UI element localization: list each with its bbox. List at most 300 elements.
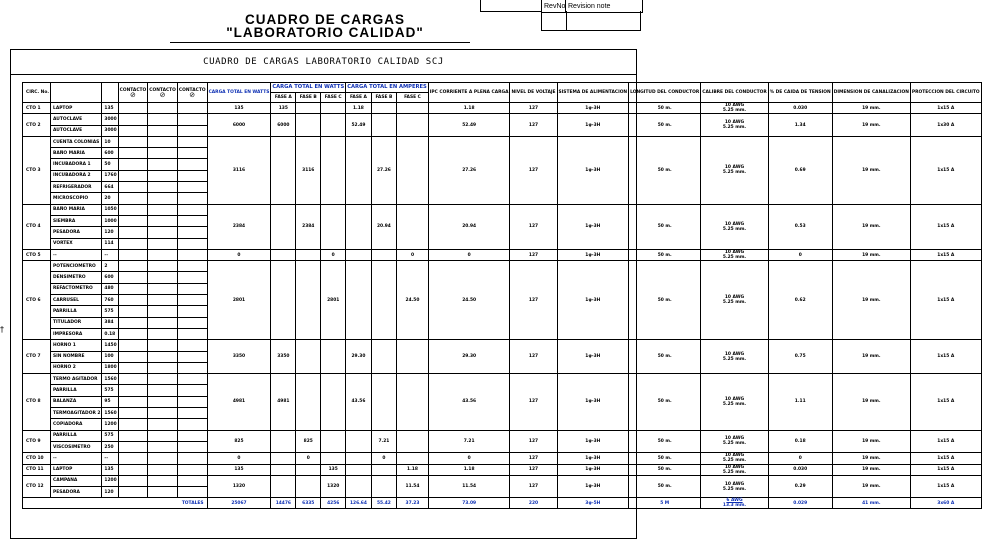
ipc-value: 7.21 [428, 430, 510, 453]
contacto-cell [148, 193, 178, 204]
calibre-awg: 10 AWG [724, 120, 745, 126]
contacto-cell [148, 148, 178, 159]
watts-fase-b [296, 103, 321, 114]
contacto-cell [148, 464, 178, 475]
amps-fase-c: 11.54 [397, 475, 429, 498]
contacto-cell [118, 148, 148, 159]
system-value: 1φ-3H [557, 374, 629, 430]
totals-calibre-awg: 6 AWG [726, 498, 743, 504]
circuit-total-watts: 135 [207, 464, 271, 475]
voltage-value: 127 [510, 475, 557, 498]
totals-length: 5 M [629, 498, 701, 509]
length-value: 50 m. [629, 453, 701, 464]
caida-value: 0.030 [768, 103, 832, 114]
totals-calibre [701, 498, 768, 509]
circuit-id: CTO 4 [23, 204, 51, 249]
caida-value: 0.18 [768, 430, 832, 453]
contacto-cell [118, 295, 148, 306]
header-contacto-label: CONTACTO [119, 87, 147, 93]
calibre-mm: 5.25 mm. [722, 108, 747, 114]
contacto-cell [148, 238, 178, 249]
load-watts: 135 [102, 103, 118, 114]
amps-fase-a: 52.49 [346, 114, 371, 137]
ipc-value: 43.56 [428, 374, 510, 430]
ipc-value: 11.54 [428, 475, 510, 498]
contacto-cell [177, 408, 207, 419]
contacto-cell [177, 464, 207, 475]
circuit-id: CTO 2 [23, 114, 51, 137]
header-proteccion: PROTECCION DEL CIRCUITO [910, 83, 981, 103]
protection-value: 1x15 A [910, 340, 981, 374]
title-underline [170, 42, 470, 43]
load-name: IMPRESORA [51, 328, 102, 339]
contacto-cell [177, 182, 207, 193]
calibre-mm: 5.25 mm. [722, 170, 747, 176]
calibre-awg: 10 AWG [724, 165, 745, 171]
contacto-cell [177, 193, 207, 204]
voltage-value: 127 [510, 261, 557, 340]
watts-fase-c [321, 204, 346, 249]
amps-fase-c: 0 [397, 249, 429, 260]
circuit-total-watts: 135 [207, 103, 271, 114]
calibre-mm: 5.25 mm. [722, 441, 747, 447]
calibre-value [701, 114, 768, 137]
table-title-divider [10, 74, 637, 75]
load-watts: 120 [102, 487, 118, 498]
calibre-awg: 10 AWG [724, 481, 745, 487]
contact-symbol-icon: ⊘ [159, 90, 166, 99]
load-watts: 664 [102, 182, 118, 193]
totals-row [23, 498, 982, 509]
contacto-cell [118, 340, 148, 351]
header-circ: CIRC. No. [23, 83, 51, 103]
totals-label: TOTALES [23, 498, 208, 509]
load-watts: 760 [102, 295, 118, 306]
calibre-value [701, 136, 768, 204]
load-name: HORNO 1 [51, 340, 102, 351]
calibre-mm: 5.25 mm. [722, 125, 747, 131]
circuit-total-watts: 0 [207, 453, 271, 464]
header-fase-a: FASE A [271, 93, 296, 103]
load-watts: 600 [102, 148, 118, 159]
watts-fase-c [321, 136, 346, 204]
length-value: 50 m. [629, 204, 701, 249]
length-value: 50 m. [629, 103, 701, 114]
contacto-cell [148, 249, 178, 260]
dimension-value: 19 mm. [832, 430, 910, 453]
load-watts: 114 [102, 238, 118, 249]
circuit-total-watts: 0 [207, 249, 271, 260]
amps-fase-a [346, 475, 371, 498]
amps-fase-a [346, 261, 371, 340]
watts-fase-a [271, 249, 296, 260]
calibre-value [701, 464, 768, 475]
load-name: CUENTA COLONIAS [51, 136, 102, 147]
header-caida: % DE CAIDA DE TENSION [768, 83, 832, 103]
protection-value: 1x15 A [910, 136, 981, 204]
caida-value: 1.34 [768, 114, 832, 137]
contacto-cell [148, 215, 178, 226]
amps-fase-b [371, 261, 396, 340]
load-watts: 600 [102, 272, 118, 283]
contacto-cell [148, 295, 178, 306]
sheet-title [160, 13, 490, 39]
revision-no-label: RevNo [542, 0, 566, 12]
load-watts: 120 [102, 227, 118, 238]
totals-calibre-mm: 13.3 mm. [722, 503, 747, 509]
header-amps-group: CARGA TOTAL EN AMPERES [346, 83, 429, 93]
calibre-value [701, 103, 768, 114]
load-watts: -- [102, 249, 118, 260]
load-name: VISCOSIMETRO [51, 441, 102, 452]
dimension-value: 19 mm. [832, 249, 910, 260]
amps-fase-c [397, 453, 429, 464]
totals-caida: 0.029 [768, 498, 832, 509]
load-watts: 135 [102, 464, 118, 475]
table-row [23, 261, 982, 272]
protection-value: 1x15 A [910, 475, 981, 498]
watts-fase-b [296, 261, 321, 340]
contacto-cell [177, 204, 207, 215]
contacto-cell [148, 261, 178, 272]
contacto-cell [148, 419, 178, 430]
amps-fase-a: 43.56 [346, 374, 371, 430]
totals-watts: 25067 [207, 498, 271, 509]
amps-fase-b: 27.26 [371, 136, 396, 204]
contacto-cell [148, 227, 178, 238]
contacto-cell [177, 430, 207, 441]
protection-value: 1x15 A [910, 261, 981, 340]
load-name: PESADORA [51, 487, 102, 498]
amps-fase-b [371, 103, 396, 114]
dimension-value: 19 mm. [832, 374, 910, 430]
contacto-cell [118, 419, 148, 430]
contacto-cell [118, 306, 148, 317]
watts-fase-a: 135 [271, 103, 296, 114]
amps-fase-b: 0 [371, 453, 396, 464]
load-watts: 1560 [102, 408, 118, 419]
load-name: TITULADOR [51, 317, 102, 328]
load-watts: 480 [102, 283, 118, 294]
circuit-total-watts: 3350 [207, 340, 271, 374]
watts-fase-c [321, 430, 346, 453]
watts-fase-c [321, 453, 346, 464]
header-fase-a: FASE A [346, 93, 371, 103]
contacto-cell [118, 182, 148, 193]
header-contacto [177, 83, 207, 103]
table-row [23, 453, 982, 464]
load-watts: 575 [102, 385, 118, 396]
contacto-cell [148, 283, 178, 294]
circuit-id: CTO 8 [23, 374, 51, 430]
contacto-cell [148, 475, 178, 486]
watts-fase-c: 2801 [321, 261, 346, 340]
contacto-cell [118, 159, 148, 170]
contacto-cell [118, 272, 148, 283]
load-watts: 1050 [102, 204, 118, 215]
load-watts: 1200 [102, 475, 118, 486]
caida-value: 0.69 [768, 136, 832, 204]
calibre-mm: 5.25 mm. [722, 356, 747, 362]
watts-fase-c [321, 103, 346, 114]
protection-value: 1x15 A [910, 430, 981, 453]
circuit-total-watts: 2801 [207, 261, 271, 340]
contacto-cell [118, 396, 148, 407]
calibre-value [701, 453, 768, 464]
amps-fase-c: 1.18 [397, 464, 429, 475]
calibre-mm: 5.25 mm. [722, 226, 747, 232]
amps-fase-b [371, 249, 396, 260]
length-value: 50 m. [629, 374, 701, 430]
calibre-awg: 10 AWG [724, 453, 745, 459]
contacto-cell [177, 170, 207, 181]
contacto-cell [148, 351, 178, 362]
watts-fase-b [296, 249, 321, 260]
dimension-value: 19 mm. [832, 103, 910, 114]
contacto-cell [118, 193, 148, 204]
contacto-cell [118, 351, 148, 362]
load-name: CAMPANA [51, 475, 102, 486]
totals-amps-c: 37.23 [397, 498, 429, 509]
amps-fase-b [371, 464, 396, 475]
contacto-cell [148, 396, 178, 407]
contacto-cell [177, 295, 207, 306]
contacto-cell [118, 385, 148, 396]
load-name: INCUBADORA 1 [51, 159, 102, 170]
header-longitud: LONGITUD DEL CONDUCTOR [629, 83, 701, 103]
calibre-awg: 10 AWG [724, 396, 745, 402]
contacto-cell [148, 408, 178, 419]
margin-mark: † [0, 325, 4, 334]
calibre-awg: 10 AWG [724, 221, 745, 227]
system-value: 1φ-3H [557, 103, 629, 114]
amps-fase-c [397, 136, 429, 204]
amps-fase-b [371, 114, 396, 137]
load-watts: 3000 [102, 114, 118, 125]
contacto-cell [148, 272, 178, 283]
contacto-cell [177, 227, 207, 238]
contacto-cell [177, 385, 207, 396]
load-watts: 100 [102, 351, 118, 362]
contacto-cell [148, 385, 178, 396]
load-name: REFRIGERADOR [51, 182, 102, 193]
contacto-cell [118, 136, 148, 147]
load-name: REFACTOMETRO [51, 283, 102, 294]
contacto-cell [118, 170, 148, 181]
contacto-cell [118, 125, 148, 136]
contacto-cell [148, 306, 178, 317]
load-name: PARRILLA [51, 430, 102, 441]
dimension-value: 19 mm. [832, 204, 910, 249]
length-value: 50 m. [629, 430, 701, 453]
contacto-cell [118, 249, 148, 260]
contacto-cell [177, 340, 207, 351]
calibre-mm: 5.25 mm. [722, 469, 747, 475]
sheet-title-line1: CUADRO DE CARGAS [244, 12, 405, 27]
contacto-cell [177, 328, 207, 339]
table-row [23, 430, 982, 441]
voltage-value: 127 [510, 464, 557, 475]
ipc-value: 0 [428, 453, 510, 464]
caida-value: 0 [768, 249, 832, 260]
contacto-cell [148, 103, 178, 114]
watts-fase-b [296, 464, 321, 475]
header-fase-b: FASE B [296, 93, 321, 103]
amps-fase-a [346, 204, 371, 249]
watts-fase-b [296, 114, 321, 137]
contacto-cell [148, 328, 178, 339]
totals-watts-a: 14476 [271, 498, 296, 509]
amps-fase-a [346, 249, 371, 260]
contacto-cell [177, 396, 207, 407]
calibre-mm: 5.25 mm. [722, 486, 747, 492]
length-value: 50 m. [629, 114, 701, 137]
circuit-id: CTO 1 [23, 103, 51, 114]
load-watts: 0.18 [102, 328, 118, 339]
watts-fase-b: 3116 [296, 136, 321, 204]
load-watts: 575 [102, 306, 118, 317]
load-watts: 1200 [102, 419, 118, 430]
totals-ipc: 73.09 [428, 498, 510, 509]
table-title: CUADRO DE CARGAS LABORATORIO CALIDAD SCJ [203, 57, 444, 67]
contacto-cell [177, 272, 207, 283]
load-name: BAÑO MARIA [51, 204, 102, 215]
amps-fase-c [397, 374, 429, 430]
header-nivel: NIVEL DE VOLTAJE [510, 83, 557, 103]
contacto-cell [118, 362, 148, 373]
protection-value: 1x15 A [910, 103, 981, 114]
watts-fase-a: 4981 [271, 374, 296, 430]
amps-fase-a [346, 430, 371, 453]
watts-fase-c [321, 114, 346, 137]
contacto-cell [118, 464, 148, 475]
table-row [23, 204, 982, 215]
caida-value: 0.75 [768, 340, 832, 374]
contacto-cell [148, 453, 178, 464]
watts-fase-a [271, 453, 296, 464]
circuit-total-watts: 4981 [207, 374, 271, 430]
load-watts: 575 [102, 430, 118, 441]
contacto-cell [177, 136, 207, 147]
calibre-awg: 10 AWG [724, 436, 745, 442]
load-watts: 1800 [102, 362, 118, 373]
dimension-value: 19 mm. [832, 464, 910, 475]
contacto-cell [177, 487, 207, 498]
ipc-value: 20.94 [428, 204, 510, 249]
ipc-value: 1.18 [428, 464, 510, 475]
header-dimension: DIMENSION DE CANALIZACION [832, 83, 910, 103]
watts-fase-c: 1320 [321, 475, 346, 498]
contacto-cell [148, 182, 178, 193]
load-watts: 50 [102, 159, 118, 170]
contacto-cell [177, 317, 207, 328]
contacto-cell [177, 103, 207, 114]
watts-fase-b: 2384 [296, 204, 321, 249]
system-value: 1φ-3H [557, 136, 629, 204]
ipc-value: 27.26 [428, 136, 510, 204]
contacto-cell [118, 475, 148, 486]
dimension-value: 19 mm. [832, 475, 910, 498]
load-name: PARRILLA [51, 385, 102, 396]
amps-fase-a [346, 136, 371, 204]
contacto-cell [177, 238, 207, 249]
caida-value: 0.29 [768, 475, 832, 498]
contacto-cell [177, 475, 207, 486]
calibre-value [701, 475, 768, 498]
load-watts: 250 [102, 441, 118, 452]
circuit-total-watts: 6000 [207, 114, 271, 137]
contacto-cell [148, 487, 178, 498]
ipc-value: 0 [428, 249, 510, 260]
load-name: MICROSCOPIO [51, 193, 102, 204]
circuit-id: CTO 9 [23, 430, 51, 453]
totals-voltage: 220 [510, 498, 557, 509]
watts-fase-b: 825 [296, 430, 321, 453]
calibre-value [701, 249, 768, 260]
watts-fase-a [271, 261, 296, 340]
table-row [23, 475, 982, 486]
calibre-awg: 10 AWG [724, 103, 745, 109]
load-name: BALANZA [51, 396, 102, 407]
load-name: AUTOCLAVE [51, 114, 102, 125]
voltage-value: 127 [510, 249, 557, 260]
amps-fase-a [346, 464, 371, 475]
totals-system: 3φ-5H [557, 498, 629, 509]
system-value: 1φ-3H [557, 453, 629, 464]
header-watts-group: CARGA TOTAL EN WATTS [271, 83, 346, 93]
ipc-value: 29.30 [428, 340, 510, 374]
load-watts: 20 [102, 193, 118, 204]
length-value: 50 m. [629, 261, 701, 340]
system-value: 1φ-3H [557, 261, 629, 340]
watts-fase-a [271, 430, 296, 453]
calibre-awg: 10 AWG [724, 295, 745, 301]
header-sistema: SISTEMA DE ALIMENTACION [557, 83, 629, 103]
load-name: -- [51, 249, 102, 260]
load-name: SIEMBRA [51, 215, 102, 226]
header-row [23, 83, 982, 93]
circuit-total-watts: 825 [207, 430, 271, 453]
load-watts: 3000 [102, 125, 118, 136]
watts-fase-a: 3350 [271, 340, 296, 374]
contacto-cell [177, 351, 207, 362]
ipc-value: 24.50 [428, 261, 510, 340]
circuit-total-watts: 2384 [207, 204, 271, 249]
watts-fase-b [296, 475, 321, 498]
circuit-total-watts: 3116 [207, 136, 271, 204]
circuit-id: CTO 6 [23, 261, 51, 340]
contacto-cell [177, 125, 207, 136]
contact-symbol-icon: ⊘ [130, 90, 136, 99]
table-row [23, 103, 982, 114]
voltage-value: 127 [510, 114, 557, 137]
voltage-value: 127 [510, 136, 557, 204]
watts-fase-b [296, 340, 321, 374]
load-name: LAPTOP [51, 103, 102, 114]
contacto-cell [148, 170, 178, 181]
amps-fase-c [397, 103, 429, 114]
protection-value: 1x15 A [910, 374, 981, 430]
length-value: 50 m. [629, 340, 701, 374]
amps-fase-b [371, 475, 396, 498]
amps-fase-a: 29.30 [346, 340, 371, 374]
circuit-id: CTO 3 [23, 136, 51, 204]
header-fase-c: FASE C [397, 93, 429, 103]
load-watts: 1450 [102, 340, 118, 351]
calibre-awg: 10 AWG [724, 351, 745, 357]
load-name: INCUBADORA 2 [51, 170, 102, 181]
watts-fase-a [271, 464, 296, 475]
